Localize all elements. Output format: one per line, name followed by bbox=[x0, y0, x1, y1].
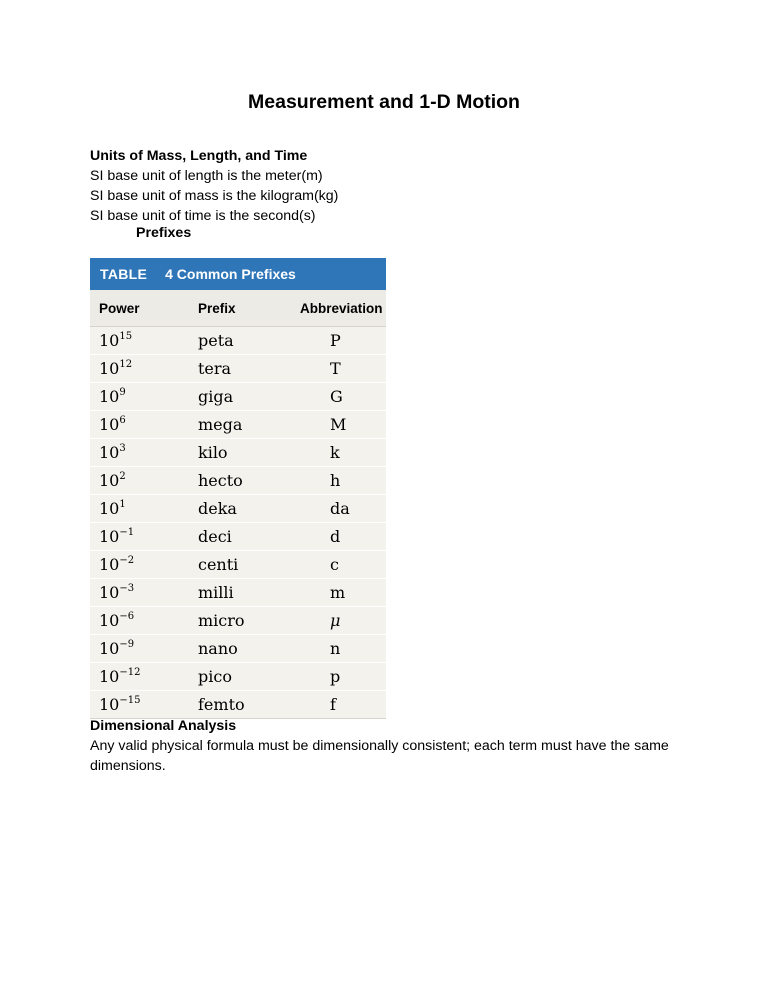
abbreviation-cell: m bbox=[330, 583, 346, 602]
prefix-cell: deka bbox=[198, 499, 237, 518]
power-cell bbox=[90, 415, 188, 434]
power-cell bbox=[90, 499, 188, 518]
power-exponent: −12 bbox=[119, 667, 141, 678]
abbreviation-cell: n bbox=[330, 639, 341, 658]
prefixes-table bbox=[90, 258, 386, 719]
table-row bbox=[90, 355, 386, 383]
prefix-cell: peta bbox=[198, 331, 234, 350]
power-base: 10 bbox=[99, 387, 120, 406]
prefix-cell: hecto bbox=[198, 471, 243, 490]
dimensional-analysis-section bbox=[90, 716, 690, 776]
power-base: 10 bbox=[99, 331, 120, 350]
units-heading: Units of Mass, Length, and Time bbox=[90, 148, 308, 164]
mass-unit-line: SI base unit of mass is the kilogram(kg) bbox=[90, 188, 339, 204]
power-exponent: 2 bbox=[119, 471, 126, 482]
power-cell bbox=[90, 387, 188, 406]
prefix-cell: pico bbox=[198, 667, 232, 686]
prefix-cell: nano bbox=[198, 639, 238, 658]
power-cell bbox=[90, 555, 188, 574]
table-row bbox=[90, 495, 386, 523]
power-base: 10 bbox=[99, 611, 120, 630]
abbreviation-cell: c bbox=[330, 555, 339, 574]
power-base: 10 bbox=[99, 471, 120, 490]
power-cell bbox=[90, 359, 188, 378]
length-unit-line: SI base unit of length is the meter(m) bbox=[90, 168, 323, 184]
power-cell bbox=[90, 443, 188, 462]
power-cell bbox=[90, 667, 188, 686]
abbreviation-cell: μ bbox=[330, 611, 341, 630]
power-exponent: −15 bbox=[119, 695, 141, 706]
table-header-bar bbox=[90, 258, 386, 290]
abbreviation-cell: d bbox=[330, 527, 341, 546]
power-base: 10 bbox=[99, 499, 120, 518]
power-exponent: 12 bbox=[119, 359, 133, 370]
abbreviation-cell: P bbox=[330, 331, 341, 350]
table-row bbox=[90, 663, 386, 691]
table-title: 4 Common Prefixes bbox=[165, 266, 296, 282]
abbreviation-cell: h bbox=[330, 471, 341, 490]
column-header-power: Power bbox=[99, 300, 140, 316]
power-cell bbox=[90, 527, 188, 546]
power-base: 10 bbox=[99, 695, 120, 714]
power-cell bbox=[90, 695, 188, 714]
power-cell bbox=[90, 471, 188, 490]
table-row bbox=[90, 551, 386, 579]
abbreviation-cell: f bbox=[330, 695, 336, 714]
abbreviation-cell: M bbox=[330, 415, 347, 434]
prefix-cell: milli bbox=[198, 583, 234, 602]
power-cell bbox=[90, 583, 188, 602]
power-base: 10 bbox=[99, 527, 120, 546]
power-cell bbox=[90, 331, 188, 350]
power-cell bbox=[90, 639, 188, 658]
prefix-cell: femto bbox=[198, 695, 245, 714]
column-header-prefix: Prefix bbox=[198, 300, 236, 316]
power-base: 10 bbox=[99, 583, 120, 602]
table-row bbox=[90, 607, 386, 635]
power-exponent: −9 bbox=[119, 639, 135, 650]
power-exponent: −2 bbox=[119, 555, 135, 566]
abbreviation-cell: k bbox=[330, 443, 340, 462]
column-header-abbreviation: Abbreviation bbox=[300, 300, 383, 316]
power-exponent: 6 bbox=[119, 415, 126, 426]
table-row bbox=[90, 383, 386, 411]
power-base: 10 bbox=[99, 415, 120, 434]
power-base: 10 bbox=[99, 443, 120, 462]
power-exponent: 15 bbox=[119, 331, 133, 342]
table-row bbox=[90, 579, 386, 607]
dimensional-analysis-text: Any valid physical formula must be dimensionally consistent; each term must have the same dimensions. bbox=[90, 738, 669, 774]
power-exponent: 1 bbox=[119, 499, 126, 510]
power-exponent: −1 bbox=[119, 527, 135, 538]
abbreviation-cell: G bbox=[330, 387, 343, 406]
abbreviation-cell: T bbox=[330, 359, 341, 378]
power-exponent: −3 bbox=[119, 583, 135, 594]
table-label: TABLE bbox=[100, 266, 148, 282]
table-row bbox=[90, 411, 386, 439]
time-unit-line: SI base unit of time is the second(s) bbox=[90, 208, 316, 224]
prefix-cell: micro bbox=[198, 611, 245, 630]
table-row bbox=[90, 691, 386, 718]
prefix-cell: kilo bbox=[198, 443, 228, 462]
table-body bbox=[90, 327, 386, 718]
abbreviation-cell: p bbox=[330, 667, 341, 686]
power-base: 10 bbox=[99, 555, 120, 574]
units-section bbox=[90, 146, 338, 226]
power-exponent: 3 bbox=[119, 443, 126, 454]
power-cell bbox=[90, 611, 188, 630]
table-column-headers bbox=[90, 290, 386, 327]
power-exponent: 9 bbox=[119, 387, 126, 398]
power-exponent: −6 bbox=[119, 611, 135, 622]
prefix-cell: mega bbox=[198, 415, 243, 434]
dimensional-analysis-heading: Dimensional Analysis bbox=[90, 718, 237, 734]
table-row bbox=[90, 439, 386, 467]
table-row bbox=[90, 523, 386, 551]
table-row bbox=[90, 467, 386, 495]
power-base: 10 bbox=[99, 667, 120, 686]
table-row bbox=[90, 635, 386, 663]
table-row bbox=[90, 327, 386, 355]
power-base: 10 bbox=[99, 359, 120, 378]
prefix-cell: tera bbox=[198, 359, 232, 378]
prefix-cell: centi bbox=[198, 555, 239, 574]
prefix-cell: deci bbox=[198, 527, 232, 546]
abbreviation-cell: da bbox=[330, 499, 350, 518]
prefixes-label: Prefixes bbox=[136, 225, 192, 241]
prefix-cell: giga bbox=[198, 387, 234, 406]
power-base: 10 bbox=[99, 639, 120, 658]
page-title: Measurement and 1-D Motion bbox=[248, 91, 520, 113]
